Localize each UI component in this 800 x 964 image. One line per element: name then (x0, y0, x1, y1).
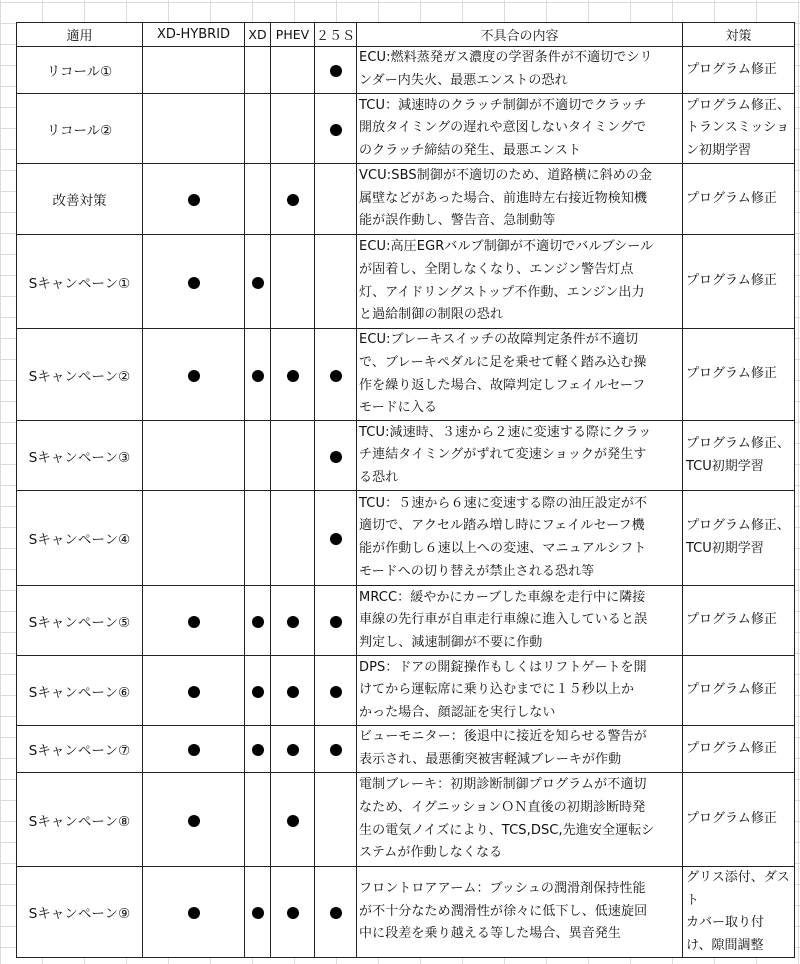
issue-cell (357, 235, 683, 329)
issue-line: る恐れ (359, 469, 399, 485)
fix-line: け、隙間調整 (686, 937, 764, 953)
applicable-dot-icon (188, 616, 200, 628)
issue-line: ECU:燃料蒸発ガス濃度の学習条件が不適切でシリ (359, 50, 653, 66)
model-s25-cell (315, 94, 357, 164)
applicable-dot-icon (252, 616, 264, 628)
model-phev-cell (271, 235, 315, 329)
fix-cell (683, 491, 795, 586)
issue-line: 能が誤作動し、警告音、急制動等 (359, 213, 556, 229)
issue-cell (357, 773, 683, 867)
header-xd-hybrid: XD-HYBRID (143, 23, 245, 47)
issue-line: 属壁などがあった場合、前進時左右接近物検知機 (359, 190, 648, 206)
issue-line: 車線の先行車が自車走行車線に進入していると誤 (359, 612, 648, 628)
applicable-dot-icon (330, 744, 342, 756)
model-xd-cell (245, 94, 271, 164)
model-phev-cell (271, 491, 315, 586)
application-cell: Sキャンペーン⑧ (17, 773, 143, 867)
model-xd-cell (245, 867, 271, 958)
application-cell: Sキャンペーン③ (17, 421, 143, 491)
application-cell: Sキャンペーン④ (17, 491, 143, 586)
issue-line: ECU:高圧EGRバルブ制御が不適切でバルブシール (359, 239, 654, 255)
applicable-dot-icon (252, 907, 264, 919)
issue-line: ECU:ブレーキスイッチの故障判定条件が不適切 (359, 332, 639, 348)
fix-line: トランスミッショ (686, 120, 790, 136)
model-phev-cell (271, 867, 315, 958)
issue-line: 適切で、アクセル踏み増し時にフェイルセーフ機 (359, 518, 645, 534)
model-xd-cell (245, 164, 271, 235)
issue-line: が不十分なため潤滑性が徐々に低下し、低速旋回 (359, 903, 648, 919)
issue-line: 能が作動し６速以上への変速、マニュアルシフト (359, 541, 647, 556)
recall-campaign-table (16, 22, 795, 958)
applicable-dot-icon (287, 686, 299, 698)
applicable-dot-icon (252, 686, 264, 698)
applicable-dot-icon (330, 907, 342, 919)
application-cell: Sキャンペーン⑤ (17, 586, 143, 656)
issue-line: 中に段差を乗り越える等した場合、異音発生 (359, 926, 622, 942)
applicable-dot-icon (287, 744, 299, 756)
applicable-dot-icon (330, 124, 342, 136)
issue-line: が固着し、全閉しなくなり、エンジン警告灯点 (359, 261, 634, 277)
applicable-dot-icon (188, 194, 200, 206)
applicable-dot-icon (252, 277, 264, 289)
issue-line: チ連結タイミングがずれて変速ショックが発生す (359, 447, 647, 463)
table-row (17, 329, 795, 421)
issue-line: TCU：減速時のクラッチ制御が不適切でクラッチ (359, 97, 647, 113)
table-row (17, 47, 795, 94)
model-s25-cell (315, 47, 357, 94)
table-row (17, 656, 795, 726)
fix-line: グリス添付、ダスト (686, 870, 790, 908)
fix-line: プログラム修正 (686, 811, 777, 827)
issue-line: で、ブレーキペダルに足を乗せて軽く踏み込む操 (359, 354, 647, 370)
model-xd-cell (245, 47, 271, 94)
model-phev-cell (271, 164, 315, 235)
fix-line: TCU初期学習 (686, 541, 764, 556)
model-s25-cell (315, 421, 357, 491)
issue-line: モードに入る (359, 400, 438, 416)
issue-line: TCU:減速時、３速から２速に変速する際にクラッ (359, 424, 652, 440)
applicable-dot-icon (188, 815, 200, 827)
model-phev-cell (271, 586, 315, 656)
table-row (17, 491, 795, 586)
fix-line: プログラム修正 (686, 190, 777, 206)
fix-line: プログラム修正 (686, 61, 777, 77)
issue-line: かった場合、顔認証を実行しない (359, 704, 556, 720)
model-xd-hybrid-cell (143, 164, 245, 235)
applicable-dot-icon (252, 370, 264, 382)
issue-line: と過給制御の制限の恐れ (359, 307, 504, 323)
model-xd-cell (245, 235, 271, 329)
model-xd-hybrid-cell (143, 421, 245, 491)
applicable-dot-icon (287, 616, 299, 628)
applicable-dot-icon (330, 370, 342, 382)
issue-line: 電制ブレーキ：初期診断制御プログラムが不適切 (359, 777, 647, 793)
fix-cell (683, 726, 795, 773)
model-phev-cell (271, 47, 315, 94)
issue-line: VCU:SBS制御が不適切のため、道路横に斜めの金 (359, 168, 653, 184)
fix-cell (683, 586, 795, 656)
header-fix: 対策 (683, 23, 795, 47)
fix-line: ン初期学習 (686, 142, 752, 158)
model-xd-cell (245, 726, 271, 773)
fix-line: カバー取り付 (686, 915, 765, 931)
issue-cell (357, 491, 683, 586)
model-s25-cell (315, 329, 357, 421)
applicable-dot-icon (330, 451, 342, 463)
header-application: 適用 (17, 23, 143, 47)
header-row (17, 23, 795, 47)
model-xd-cell (245, 329, 271, 421)
issue-line: 作を繰り返した場合、故障判定しフェイルセーフ (359, 377, 646, 393)
fix-cell (683, 164, 795, 235)
applicable-dot-icon (188, 686, 200, 698)
applicable-dot-icon (188, 277, 200, 289)
model-xd-cell (245, 491, 271, 586)
model-s25-cell (315, 586, 357, 656)
issue-line: 灯、アイドリングストップ不作動、エンジン出力 (359, 284, 645, 300)
applicable-dot-icon (287, 907, 299, 919)
fix-line: プログラム修正 (686, 273, 777, 289)
applicable-dot-icon (287, 815, 299, 827)
header-issue: 不具合の内容 (357, 23, 683, 47)
table-row (17, 867, 795, 958)
applicable-dot-icon (188, 370, 200, 382)
issue-line: ビューモニター：後退中に接近を知らせる警告が (359, 729, 647, 745)
applicable-dot-icon (252, 744, 264, 756)
fix-cell (683, 773, 795, 867)
fix-cell (683, 47, 795, 94)
issue-line: ステムが作動しなくなる (359, 845, 503, 861)
issue-cell (357, 421, 683, 491)
header-25s: ２５Ｓ (315, 23, 357, 47)
fix-cell (683, 235, 795, 329)
model-xd-cell (245, 421, 271, 491)
model-phev-cell (271, 773, 315, 867)
issue-cell (357, 47, 683, 94)
table-row (17, 421, 795, 491)
issue-line: モードへの切り替えが禁止される恐れ等 (359, 563, 595, 579)
model-xd-cell (245, 656, 271, 726)
application-cell: Sキャンペーン⑥ (17, 656, 143, 726)
model-xd-hybrid-cell (143, 656, 245, 726)
issue-cell (357, 94, 683, 164)
model-phev-cell (271, 329, 315, 421)
table-row (17, 726, 795, 773)
table-row (17, 586, 795, 656)
fix-line: プログラム修正 (686, 682, 777, 698)
model-xd-hybrid-cell (143, 94, 245, 164)
model-phev-cell (271, 726, 315, 773)
issue-cell (357, 586, 683, 656)
application-cell: Sキャンペーン② (17, 329, 143, 421)
model-s25-cell (315, 726, 357, 773)
model-xd-cell (245, 773, 271, 867)
issue-line: のクラッチ締結の発生、最悪エンスト (359, 142, 582, 158)
model-phev-cell (271, 656, 315, 726)
issue-line: 表示され、最悪衝突被害軽減ブレーキが作動 (359, 752, 622, 767)
issue-line: ンダー内失火、最悪エンストの恐れ (359, 73, 568, 88)
table-row (17, 773, 795, 867)
model-s25-cell (315, 235, 357, 329)
table-row (17, 94, 795, 164)
applicable-dot-icon (330, 616, 342, 628)
fix-line: プログラム修正 (686, 612, 777, 628)
fix-line: TCU初期学習 (686, 458, 764, 474)
model-xd-hybrid-cell (143, 235, 245, 329)
model-xd-hybrid-cell (143, 867, 245, 958)
issue-cell (357, 656, 683, 726)
application-cell: Sキャンペーン① (17, 235, 143, 329)
model-xd-hybrid-cell (143, 47, 245, 94)
model-s25-cell (315, 867, 357, 958)
fix-line: プログラム修正、 (686, 518, 790, 534)
model-xd-hybrid-cell (143, 773, 245, 867)
fix-line: プログラム修正 (686, 740, 777, 756)
issue-line: DPS：ドアの開錠操作もしくはリフトゲートを開 (359, 659, 647, 675)
header-phev: PHEV (271, 23, 315, 47)
model-s25-cell (315, 164, 357, 235)
applicable-dot-icon (287, 370, 299, 382)
fix-cell (683, 421, 795, 491)
issue-line: 開放タイミングの遅れや意図しないタイミングで (359, 120, 647, 136)
fix-line: プログラム修正 (686, 366, 777, 382)
application-cell: リコール② (17, 94, 143, 164)
applicable-dot-icon (188, 907, 200, 919)
table-row (17, 235, 795, 329)
applicable-dot-icon (330, 533, 342, 545)
issue-cell (357, 164, 683, 235)
applicable-dot-icon (330, 686, 342, 698)
applicable-dot-icon (330, 65, 342, 77)
model-s25-cell (315, 491, 357, 586)
model-s25-cell (315, 656, 357, 726)
model-xd-hybrid-cell (143, 586, 245, 656)
issue-cell (357, 329, 683, 421)
application-cell: リコール① (17, 47, 143, 94)
fix-line: プログラム修正、 (686, 435, 790, 451)
fix-cell (683, 656, 795, 726)
model-xd-hybrid-cell (143, 329, 245, 421)
issue-line: TCU：５速から６速に変速する際の油圧設定が不 (359, 495, 648, 511)
issue-line: なため、イグニッションＯＮ直後の初期診断時発 (359, 799, 646, 815)
model-xd-hybrid-cell (143, 726, 245, 773)
model-phev-cell (271, 421, 315, 491)
application-cell: 改善対策 (17, 164, 143, 235)
model-xd-hybrid-cell (143, 491, 245, 586)
issue-line: 判定し、減速制御が不要に作動 (359, 634, 543, 650)
model-xd-cell (245, 586, 271, 656)
table-row (17, 164, 795, 235)
model-phev-cell (271, 94, 315, 164)
issue-line: 生の電気ノイズにより、TCS,DSC,先進安全運転シ (359, 822, 655, 838)
fix-line: プログラム修正、 (686, 97, 790, 113)
header-xd: XD (245, 23, 271, 47)
issue-line: フロントロアアーム：ブッシュの潤滑剤保持性能 (359, 881, 646, 897)
fix-cell (683, 329, 795, 421)
applicable-dot-icon (188, 744, 200, 756)
fix-cell (683, 94, 795, 164)
application-cell: Sキャンペーン⑨ (17, 867, 143, 958)
applicable-dot-icon (287, 194, 299, 206)
model-s25-cell (315, 773, 357, 867)
application-cell: Sキャンペーン⑦ (17, 726, 143, 773)
issue-cell (357, 726, 683, 773)
issue-line: けてから運転席に乗り込むまでに１５秒以上か (359, 682, 635, 698)
issue-cell (357, 867, 683, 958)
issue-line: MRCC：緩やかにカーブした車線を走行中に隣接 (359, 589, 646, 605)
fix-cell (683, 867, 795, 958)
